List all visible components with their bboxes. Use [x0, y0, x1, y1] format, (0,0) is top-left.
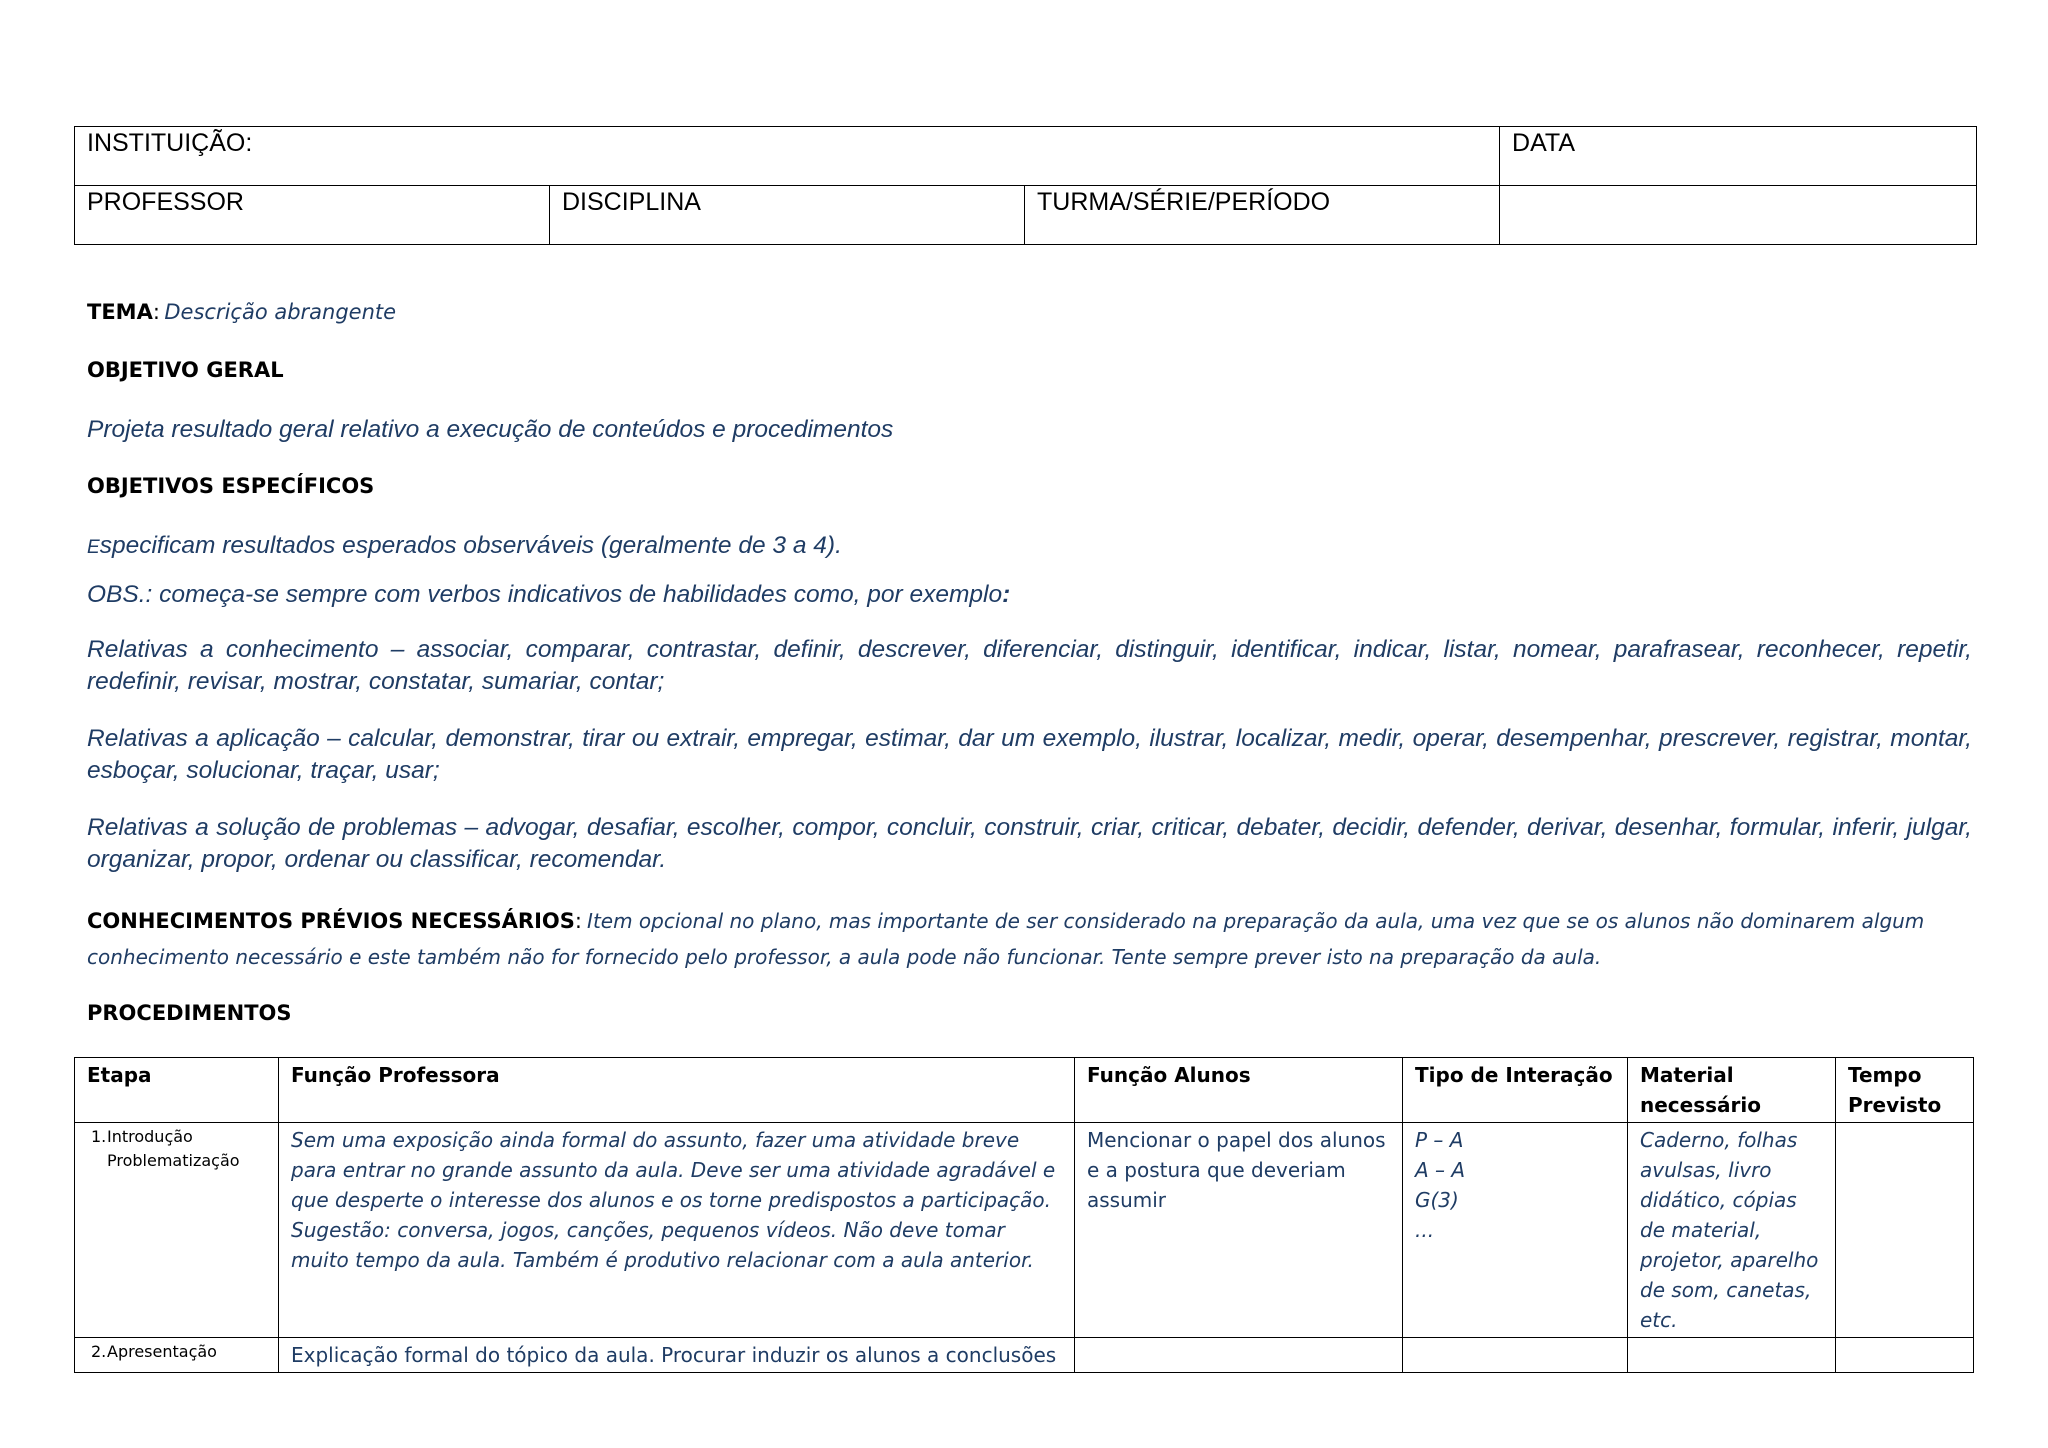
class-label: TURMA/SÉRIE/PERÍODO — [1037, 188, 1331, 216]
objetivo-geral-text: Projeta resultado geral relativo a execução de conteúdos e procedimentos — [87, 416, 894, 443]
institution-label: INSTITUIÇÃO: — [87, 129, 253, 157]
header-table — [74, 126, 1977, 245]
tempo-cell[interactable] — [1836, 1123, 1974, 1338]
col-tipo-interacao: Tipo de Interação — [1403, 1058, 1628, 1123]
relativas-conhecimento: Relativas a conhecimento – associar, comparar, contrastar, definir, descrever, diferenciar, distinguir, identificar, indicar, listar, nomear, parafrasear, reconhecer, repetir, redefinir, revisar, mostrar, constatar, sumariar, contar; — [87, 636, 1972, 695]
tema-value: Descrição abrangente — [164, 300, 397, 324]
relativas-aplicacao: Relativas a aplicação – calcular, demonstrar, tirar ou extrair, empregar, estimar, dar um exemplo, ilustrar, localizar, medir, operar, desempenhar, prescrever, registrar, montar, esboçar, solucionar, traçar, usar; — [87, 725, 1972, 784]
procedures-header-row — [75, 1058, 1974, 1123]
tema-separator: : — [152, 300, 160, 324]
procedures-table — [74, 1057, 1974, 1373]
conhecimentos-previos-separator: : — [574, 909, 582, 933]
material-cell[interactable] — [1628, 1338, 1836, 1373]
obs-text: OBS.: começa-se sempre com verbos indicativos de habilidades como, por exemplo — [87, 581, 1003, 608]
stage-cell — [75, 1123, 279, 1338]
stage-line1: Apresentação — [107, 1342, 217, 1361]
conhecimentos-previos-text: Item opcional no plano, mas importante de ser considerado na preparação da aula, uma vez que se os alunos não dominarem algum conhecimento necessário e este também não for fornecido pelo professor, a aula pode não funcionar. Tente sempre prever isto na preparação da aula. — [87, 909, 1925, 969]
interacao-item: ... — [1415, 1218, 1435, 1242]
stage-cell — [75, 1338, 279, 1373]
conhecimentos-previos-label: CONHECIMENTOS PRÉVIOS NECESSÁRIOS — [87, 909, 575, 933]
procedimentos-heading: PROCEDIMENTOS — [87, 1001, 292, 1025]
tema-line — [87, 300, 1972, 324]
alunos-cell: Mencionar o papel dos alunos e a postura que deveriam assumir — [1075, 1123, 1403, 1338]
objetivos-especificos-initial: E — [87, 537, 100, 558]
tema-label: TEMA — [87, 300, 153, 324]
date-cell[interactable] — [1500, 127, 1977, 186]
interacao-cell — [1403, 1123, 1628, 1338]
stage-line1: Introdução — [107, 1127, 193, 1146]
table-row — [75, 1338, 1974, 1373]
professora-cell: Sem uma exposição ainda formal do assunto, fazer uma atividade breve para entrar no grande assunto da aula. Deve ser uma atividade agradável e que desperte o interesse dos alunos e os torne predispostos a participação. Sugestão: conversa, jogos, canções, pequenos vídeos. Não deve tomar muito tempo da aula. Também é produtivo relacionar com a aula anterior. — [279, 1123, 1075, 1338]
objetivos-especificos-line — [87, 532, 1972, 560]
subject-label: DISCIPLINA — [562, 188, 701, 216]
institution-cell[interactable] — [75, 127, 1500, 186]
date-label: DATA — [1512, 129, 1575, 157]
conhecimentos-previos — [87, 904, 1972, 976]
objetivos-especificos-rest: specificam resultados esperados observáveis (geralmente de 3 a 4). — [99, 532, 842, 559]
obs-colon: : — [1002, 581, 1011, 608]
interacao-cell[interactable] — [1403, 1338, 1628, 1373]
interacao-item: A – A — [1415, 1158, 1466, 1182]
date-value-cell[interactable] — [1500, 186, 1977, 245]
interacao-item: P – A — [1415, 1128, 1464, 1152]
col-etapa: Etapa — [75, 1058, 279, 1123]
relativas-problemas: Relativas a solução de problemas – advogar, desafiar, escolher, compor, concluir, construir, criar, criticar, debater, decidir, defender, derivar, desenhar, formular, inferir, julgar, organizar, propor, ordenar ou classificar, recomendar. — [87, 814, 1972, 873]
col-funcao-professora: Função Professora — [279, 1058, 1075, 1123]
subject-cell[interactable] — [550, 186, 1025, 245]
obs-line — [87, 581, 1972, 609]
professora-cell: Explicação formal do tópico da aula. Procurar induzir os alunos a conclusões — [279, 1338, 1075, 1373]
col-material: Material necessário — [1628, 1058, 1836, 1123]
teacher-cell[interactable] — [75, 186, 550, 245]
stage-number: 2. — [91, 1342, 107, 1361]
col-funcao-alunos: Função Alunos — [1075, 1058, 1403, 1123]
alunos-cell[interactable] — [1075, 1338, 1403, 1373]
stage-line2: Problematização — [107, 1151, 240, 1170]
objetivo-geral-heading: OBJETIVO GERAL — [87, 358, 284, 382]
teacher-label: PROFESSOR — [87, 188, 244, 216]
table-row — [75, 1123, 1974, 1338]
interacao-item: G(3) — [1415, 1188, 1459, 1212]
objetivos-especificos-heading: OBJETIVOS ESPECÍFICOS — [87, 474, 375, 498]
material-cell: Caderno, folhas avulsas, livro didático, cópias de material, projetor, aparelho de som, canetas, etc. — [1628, 1123, 1836, 1338]
tempo-cell[interactable] — [1836, 1338, 1974, 1373]
stage-number: 1. — [91, 1127, 107, 1146]
class-cell[interactable] — [1025, 186, 1500, 245]
col-tempo: Tempo Previsto — [1836, 1058, 1974, 1123]
